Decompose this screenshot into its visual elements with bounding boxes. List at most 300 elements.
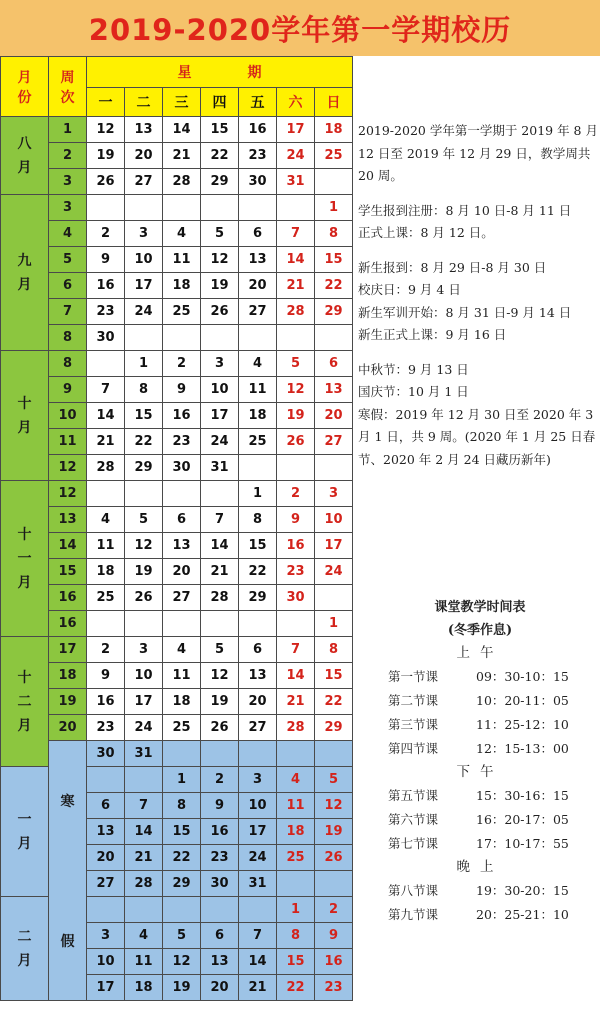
day-cell: 2 xyxy=(87,221,125,247)
day-cell: 21 xyxy=(87,429,125,455)
winter-break-char: 假 xyxy=(60,933,75,950)
weekday-group-char: 星 xyxy=(177,65,192,81)
day-cell: 27 xyxy=(239,299,277,325)
day-cell: 10 xyxy=(315,507,353,533)
month-label xyxy=(1,195,49,351)
week-number: 15 xyxy=(49,559,87,585)
day-cell: 23 xyxy=(239,143,277,169)
day-cell xyxy=(87,351,125,377)
label-char: 二 xyxy=(17,693,32,710)
label-char: 一 xyxy=(17,550,32,567)
day-cell: 23 xyxy=(201,845,239,871)
day-cell: 9 xyxy=(201,793,239,819)
weekday-header: 一 xyxy=(87,88,125,117)
day-cell: 3 xyxy=(315,481,353,507)
day-cell: 5 xyxy=(315,767,353,793)
note-line: 新生军训开始：8 月 31 日-9 月 14 日 xyxy=(358,304,572,320)
period-name: 第九节课 xyxy=(388,907,439,922)
day-cell: 21 xyxy=(201,559,239,585)
calendar-week-row xyxy=(1,559,353,585)
day-cell xyxy=(163,195,201,221)
period-name: 第五节课 xyxy=(388,788,439,803)
day-cell: 6 xyxy=(201,923,239,949)
schedule-period-row xyxy=(380,689,580,713)
weekday-group-char: 期 xyxy=(247,65,262,81)
day-cell: 3 xyxy=(125,221,163,247)
day-cell: 15 xyxy=(125,403,163,429)
calendar-week-row xyxy=(1,455,353,481)
label-char: 月 xyxy=(17,419,32,436)
winter-break-char: 寒 xyxy=(60,793,75,810)
day-cell: 17 xyxy=(277,117,315,143)
day-cell xyxy=(315,455,353,481)
period-name: 第四节课 xyxy=(388,741,439,756)
day-cell: 7 xyxy=(277,637,315,663)
day-cell xyxy=(201,897,239,923)
note-line: 校庆日：9 月 4 日 xyxy=(358,282,461,297)
day-cell: 12 xyxy=(315,793,353,819)
day-cell: 21 xyxy=(125,845,163,871)
period-name: 第二节课 xyxy=(388,693,439,708)
day-cell: 4 xyxy=(163,637,201,663)
day-cell xyxy=(125,897,163,923)
calendar-week-row xyxy=(1,585,353,611)
note-line: 学生报到注册：8 月 10 日-8 月 11 日 xyxy=(358,202,572,218)
day-cell: 12 xyxy=(87,117,125,143)
day-cell: 2 xyxy=(201,767,239,793)
day-cell xyxy=(163,325,201,351)
day-cell: 18 xyxy=(277,819,315,845)
month-label xyxy=(1,897,49,1001)
day-cell: 16 xyxy=(277,533,315,559)
day-cell: 19 xyxy=(125,559,163,585)
week-number: 3 xyxy=(49,169,87,195)
day-cell: 20 xyxy=(163,559,201,585)
week-number: 6 xyxy=(49,273,87,299)
day-cell: 20 xyxy=(239,273,277,299)
day-cell: 14 xyxy=(277,247,315,273)
semester-notes xyxy=(358,120,598,471)
day-cell: 12 xyxy=(125,533,163,559)
day-cell: 21 xyxy=(277,273,315,299)
day-cell: 26 xyxy=(277,429,315,455)
week-number: 19 xyxy=(49,689,87,715)
day-cell: 21 xyxy=(239,975,277,1001)
calendar-week-row xyxy=(1,351,353,377)
weekday-header: 五 xyxy=(239,88,277,117)
day-cell xyxy=(277,871,315,897)
day-cell: 6 xyxy=(163,507,201,533)
day-cell: 1 xyxy=(125,351,163,377)
label-char: 九 xyxy=(17,252,32,269)
day-cell: 15 xyxy=(239,533,277,559)
label-char: 十 xyxy=(17,669,32,686)
period-name: 第三节课 xyxy=(388,717,439,732)
day-cell xyxy=(201,325,239,351)
day-cell: 25 xyxy=(277,845,315,871)
day-cell xyxy=(87,481,125,507)
day-cell: 9 xyxy=(163,377,201,403)
day-cell: 22 xyxy=(315,689,353,715)
week-number: 17 xyxy=(49,637,87,663)
period-time: 17：10-17：55 xyxy=(476,836,569,851)
day-cell: 22 xyxy=(201,143,239,169)
label-char: 月 xyxy=(17,952,32,969)
calendar-week-row xyxy=(1,143,353,169)
day-cell xyxy=(125,611,163,637)
day-cell xyxy=(315,741,353,767)
page-title: 2019-2020学年第一学期校历 xyxy=(88,12,512,47)
day-cell: 5 xyxy=(125,507,163,533)
day-cell: 14 xyxy=(163,117,201,143)
day-cell: 20 xyxy=(315,403,353,429)
note-line: 正式上课：8 月 12 日。 xyxy=(358,225,494,240)
day-cell: 25 xyxy=(239,429,277,455)
day-cell: 8 xyxy=(277,923,315,949)
day-cell: 24 xyxy=(277,143,315,169)
day-cell: 7 xyxy=(87,377,125,403)
label-char: 二 xyxy=(17,928,32,945)
day-cell: 29 xyxy=(201,169,239,195)
calendar-week-row xyxy=(1,507,353,533)
day-cell: 12 xyxy=(201,247,239,273)
period-time: 15：30-16：15 xyxy=(476,788,569,803)
calendar-week-row xyxy=(1,299,353,325)
day-cell: 11 xyxy=(277,793,315,819)
label-char: 月 xyxy=(17,159,32,176)
label-char: 月 xyxy=(17,69,32,86)
day-cell xyxy=(125,325,163,351)
calendar-week-row xyxy=(1,195,353,221)
day-cell xyxy=(239,897,277,923)
day-cell: 11 xyxy=(125,949,163,975)
day-cell: 22 xyxy=(277,975,315,1001)
month-label xyxy=(1,481,49,637)
day-cell: 17 xyxy=(239,819,277,845)
day-cell: 27 xyxy=(239,715,277,741)
note-line: 寒假：2019 年 12 月 30 日至 2020 年 3 月 1 日，共 9 周。(2020 年 1 月 25 日春节、2020 年 2 月 24 日藏历新年) xyxy=(358,406,596,467)
day-cell: 7 xyxy=(239,923,277,949)
day-cell: 10 xyxy=(201,377,239,403)
day-cell: 3 xyxy=(125,637,163,663)
day-cell: 29 xyxy=(163,871,201,897)
day-cell: 15 xyxy=(315,247,353,273)
week-number: 11 xyxy=(49,429,87,455)
day-cell: 25 xyxy=(87,585,125,611)
day-cell: 12 xyxy=(201,663,239,689)
day-cell xyxy=(315,325,353,351)
day-cell: 28 xyxy=(277,715,315,741)
label-char: 八 xyxy=(17,135,32,152)
note-line: 中秋节：9 月 13 日 xyxy=(358,361,469,377)
week-number: 9 xyxy=(49,377,87,403)
calendar-week-row xyxy=(1,611,353,637)
calendar-week-row xyxy=(1,169,353,195)
day-cell xyxy=(239,741,277,767)
day-cell: 14 xyxy=(201,533,239,559)
day-cell: 29 xyxy=(125,455,163,481)
day-cell xyxy=(163,741,201,767)
day-cell: 18 xyxy=(163,689,201,715)
day-cell: 24 xyxy=(125,299,163,325)
day-cell: 24 xyxy=(239,845,277,871)
day-cell: 5 xyxy=(277,351,315,377)
note-spacer xyxy=(358,347,598,359)
day-cell: 4 xyxy=(125,923,163,949)
day-cell: 17 xyxy=(125,273,163,299)
day-cell: 28 xyxy=(201,585,239,611)
day-cell: 19 xyxy=(163,975,201,1001)
day-cell: 10 xyxy=(87,949,125,975)
day-cell xyxy=(239,611,277,637)
day-cell: 25 xyxy=(315,143,353,169)
day-cell: 14 xyxy=(125,819,163,845)
day-cell: 22 xyxy=(239,559,277,585)
day-cell xyxy=(87,611,125,637)
period-name: 第六节课 xyxy=(388,812,439,827)
label-char: 十 xyxy=(17,395,32,412)
schedule-section-title: 下午 xyxy=(456,764,504,780)
note-line: 2019-2020 学年第一学期于 2019 年 8 月 12 日至 2019 年 12 月 29 日，教学周共 20 周。 xyxy=(358,123,598,183)
day-cell: 25 xyxy=(163,715,201,741)
day-cell: 13 xyxy=(315,377,353,403)
label-char: 一 xyxy=(17,811,32,828)
day-cell: 3 xyxy=(239,767,277,793)
day-cell: 17 xyxy=(87,975,125,1001)
note-line: 国庆节：10 月 1 日 xyxy=(358,384,469,399)
day-cell xyxy=(239,455,277,481)
note-line: 新生报到：8 月 29 日-8 月 30 日 xyxy=(358,259,547,275)
day-cell: 18 xyxy=(163,273,201,299)
day-cell: 11 xyxy=(163,663,201,689)
period-time: 19：30-20：15 xyxy=(476,883,569,898)
calendar-week-row xyxy=(1,689,353,715)
day-cell: 28 xyxy=(87,455,125,481)
schedule-section-title: 晚上 xyxy=(456,859,504,875)
day-cell: 1 xyxy=(163,767,201,793)
day-cell: 30 xyxy=(277,585,315,611)
day-cell: 17 xyxy=(125,689,163,715)
period-time: 10：20-11：05 xyxy=(476,693,569,708)
note-line: 新生正式上课：9 月 16 日 xyxy=(358,327,507,342)
day-cell: 3 xyxy=(201,351,239,377)
day-cell: 31 xyxy=(239,871,277,897)
month-label xyxy=(1,637,49,767)
day-cell: 30 xyxy=(163,455,201,481)
weekday-header: 四 xyxy=(201,88,239,117)
day-cell xyxy=(239,325,277,351)
week-number: 20 xyxy=(49,715,87,741)
period-time: 12：15-13：00 xyxy=(476,741,569,756)
calendar-week-row xyxy=(1,663,353,689)
day-cell: 20 xyxy=(239,689,277,715)
day-cell: 10 xyxy=(239,793,277,819)
day-cell: 15 xyxy=(163,819,201,845)
day-cell: 21 xyxy=(163,143,201,169)
day-cell xyxy=(163,611,201,637)
day-cell: 17 xyxy=(315,533,353,559)
week-column-header xyxy=(49,57,87,117)
calendar-week-row xyxy=(1,403,353,429)
week-number: 7 xyxy=(49,299,87,325)
day-cell: 1 xyxy=(277,897,315,923)
day-cell: 30 xyxy=(87,325,125,351)
day-cell: 19 xyxy=(201,689,239,715)
day-cell: 19 xyxy=(277,403,315,429)
day-cell: 10 xyxy=(125,663,163,689)
day-cell: 23 xyxy=(87,715,125,741)
period-time: 20：25-21：10 xyxy=(476,907,569,922)
day-cell: 6 xyxy=(315,351,353,377)
calendar-week-row xyxy=(1,117,353,143)
day-cell xyxy=(201,611,239,637)
month-label xyxy=(1,117,49,195)
class-time-schedule xyxy=(380,596,580,927)
day-cell: 21 xyxy=(277,689,315,715)
day-cell: 6 xyxy=(87,793,125,819)
day-cell: 7 xyxy=(201,507,239,533)
day-cell: 14 xyxy=(87,403,125,429)
day-cell: 9 xyxy=(87,663,125,689)
day-cell: 16 xyxy=(239,117,277,143)
day-cell: 2 xyxy=(163,351,201,377)
day-cell: 19 xyxy=(201,273,239,299)
period-time: 09：30-10：15 xyxy=(476,669,569,684)
calendar-week-row xyxy=(1,377,353,403)
day-cell xyxy=(87,767,125,793)
day-cell: 31 xyxy=(277,169,315,195)
day-cell xyxy=(277,611,315,637)
week-number: 3 xyxy=(49,195,87,221)
day-cell xyxy=(277,741,315,767)
calendar-week-row xyxy=(1,273,353,299)
day-cell xyxy=(163,897,201,923)
month-column-header xyxy=(1,57,49,117)
day-cell: 4 xyxy=(87,507,125,533)
week-number: 5 xyxy=(49,247,87,273)
day-cell: 29 xyxy=(239,585,277,611)
period-time: 11：25-12：10 xyxy=(476,717,569,732)
day-cell: 2 xyxy=(87,637,125,663)
day-cell: 29 xyxy=(315,299,353,325)
label-char: 月 xyxy=(17,574,32,591)
calendar-week-row xyxy=(1,741,353,767)
day-cell: 27 xyxy=(87,871,125,897)
label-char: 十 xyxy=(17,526,32,543)
day-cell: 29 xyxy=(315,715,353,741)
calendar-week-row xyxy=(1,247,353,273)
day-cell: 2 xyxy=(315,897,353,923)
day-cell: 7 xyxy=(277,221,315,247)
day-cell: 28 xyxy=(125,871,163,897)
day-cell: 30 xyxy=(87,741,125,767)
day-cell: 26 xyxy=(125,585,163,611)
day-cell: 1 xyxy=(315,195,353,221)
label-char: 月 xyxy=(17,835,32,852)
day-cell: 27 xyxy=(315,429,353,455)
schedule-section-title: 上午 xyxy=(456,645,504,661)
schedule-title: 课堂教学时间表 xyxy=(434,600,526,615)
day-cell: 8 xyxy=(239,507,277,533)
day-cell: 6 xyxy=(239,221,277,247)
day-cell: 18 xyxy=(87,559,125,585)
note-spacer xyxy=(358,188,598,200)
day-cell xyxy=(201,741,239,767)
label-char: 周 xyxy=(60,69,75,86)
calendar-week-row xyxy=(1,637,353,663)
day-cell: 11 xyxy=(239,377,277,403)
schedule-period-row xyxy=(380,808,580,832)
day-cell xyxy=(201,481,239,507)
schedule-period-row xyxy=(380,665,580,689)
week-number: 12 xyxy=(49,481,87,507)
day-cell: 28 xyxy=(163,169,201,195)
day-cell xyxy=(315,585,353,611)
label-char: 次 xyxy=(60,89,75,106)
day-cell: 4 xyxy=(239,351,277,377)
day-cell: 14 xyxy=(239,949,277,975)
day-cell: 11 xyxy=(87,533,125,559)
day-cell: 23 xyxy=(163,429,201,455)
day-cell: 28 xyxy=(277,299,315,325)
calendar-week-row xyxy=(1,481,353,507)
day-cell: 27 xyxy=(163,585,201,611)
month-label xyxy=(1,351,49,481)
school-calendar-table xyxy=(0,56,353,1001)
period-time: 16：20-17：05 xyxy=(476,812,569,827)
day-cell: 22 xyxy=(315,273,353,299)
day-cell: 8 xyxy=(315,637,353,663)
day-cell: 20 xyxy=(87,845,125,871)
day-cell xyxy=(125,481,163,507)
day-cell: 13 xyxy=(201,949,239,975)
day-cell xyxy=(125,767,163,793)
period-name: 第八节课 xyxy=(388,883,439,898)
day-cell: 14 xyxy=(277,663,315,689)
day-cell: 4 xyxy=(277,767,315,793)
day-cell: 22 xyxy=(125,429,163,455)
period-name: 第一节课 xyxy=(388,669,439,684)
day-cell: 3 xyxy=(87,923,125,949)
weekday-header: 二 xyxy=(125,88,163,117)
day-cell xyxy=(125,195,163,221)
note-spacer xyxy=(358,245,598,257)
winter-break-label xyxy=(49,741,87,1001)
day-cell: 15 xyxy=(201,117,239,143)
day-cell: 5 xyxy=(201,221,239,247)
day-cell: 13 xyxy=(239,663,277,689)
day-cell: 23 xyxy=(87,299,125,325)
day-cell: 9 xyxy=(87,247,125,273)
day-cell xyxy=(87,897,125,923)
day-cell: 13 xyxy=(163,533,201,559)
day-cell: 16 xyxy=(315,949,353,975)
day-cell xyxy=(277,325,315,351)
day-cell: 13 xyxy=(239,247,277,273)
day-cell: 26 xyxy=(201,715,239,741)
week-number: 16 xyxy=(49,611,87,637)
day-cell xyxy=(277,455,315,481)
day-cell: 20 xyxy=(125,143,163,169)
day-cell: 1 xyxy=(239,481,277,507)
day-cell: 15 xyxy=(315,663,353,689)
day-cell: 26 xyxy=(87,169,125,195)
month-label xyxy=(1,767,49,897)
day-cell: 8 xyxy=(315,221,353,247)
day-cell: 1 xyxy=(315,611,353,637)
day-cell: 25 xyxy=(163,299,201,325)
label-char: 份 xyxy=(17,89,32,106)
